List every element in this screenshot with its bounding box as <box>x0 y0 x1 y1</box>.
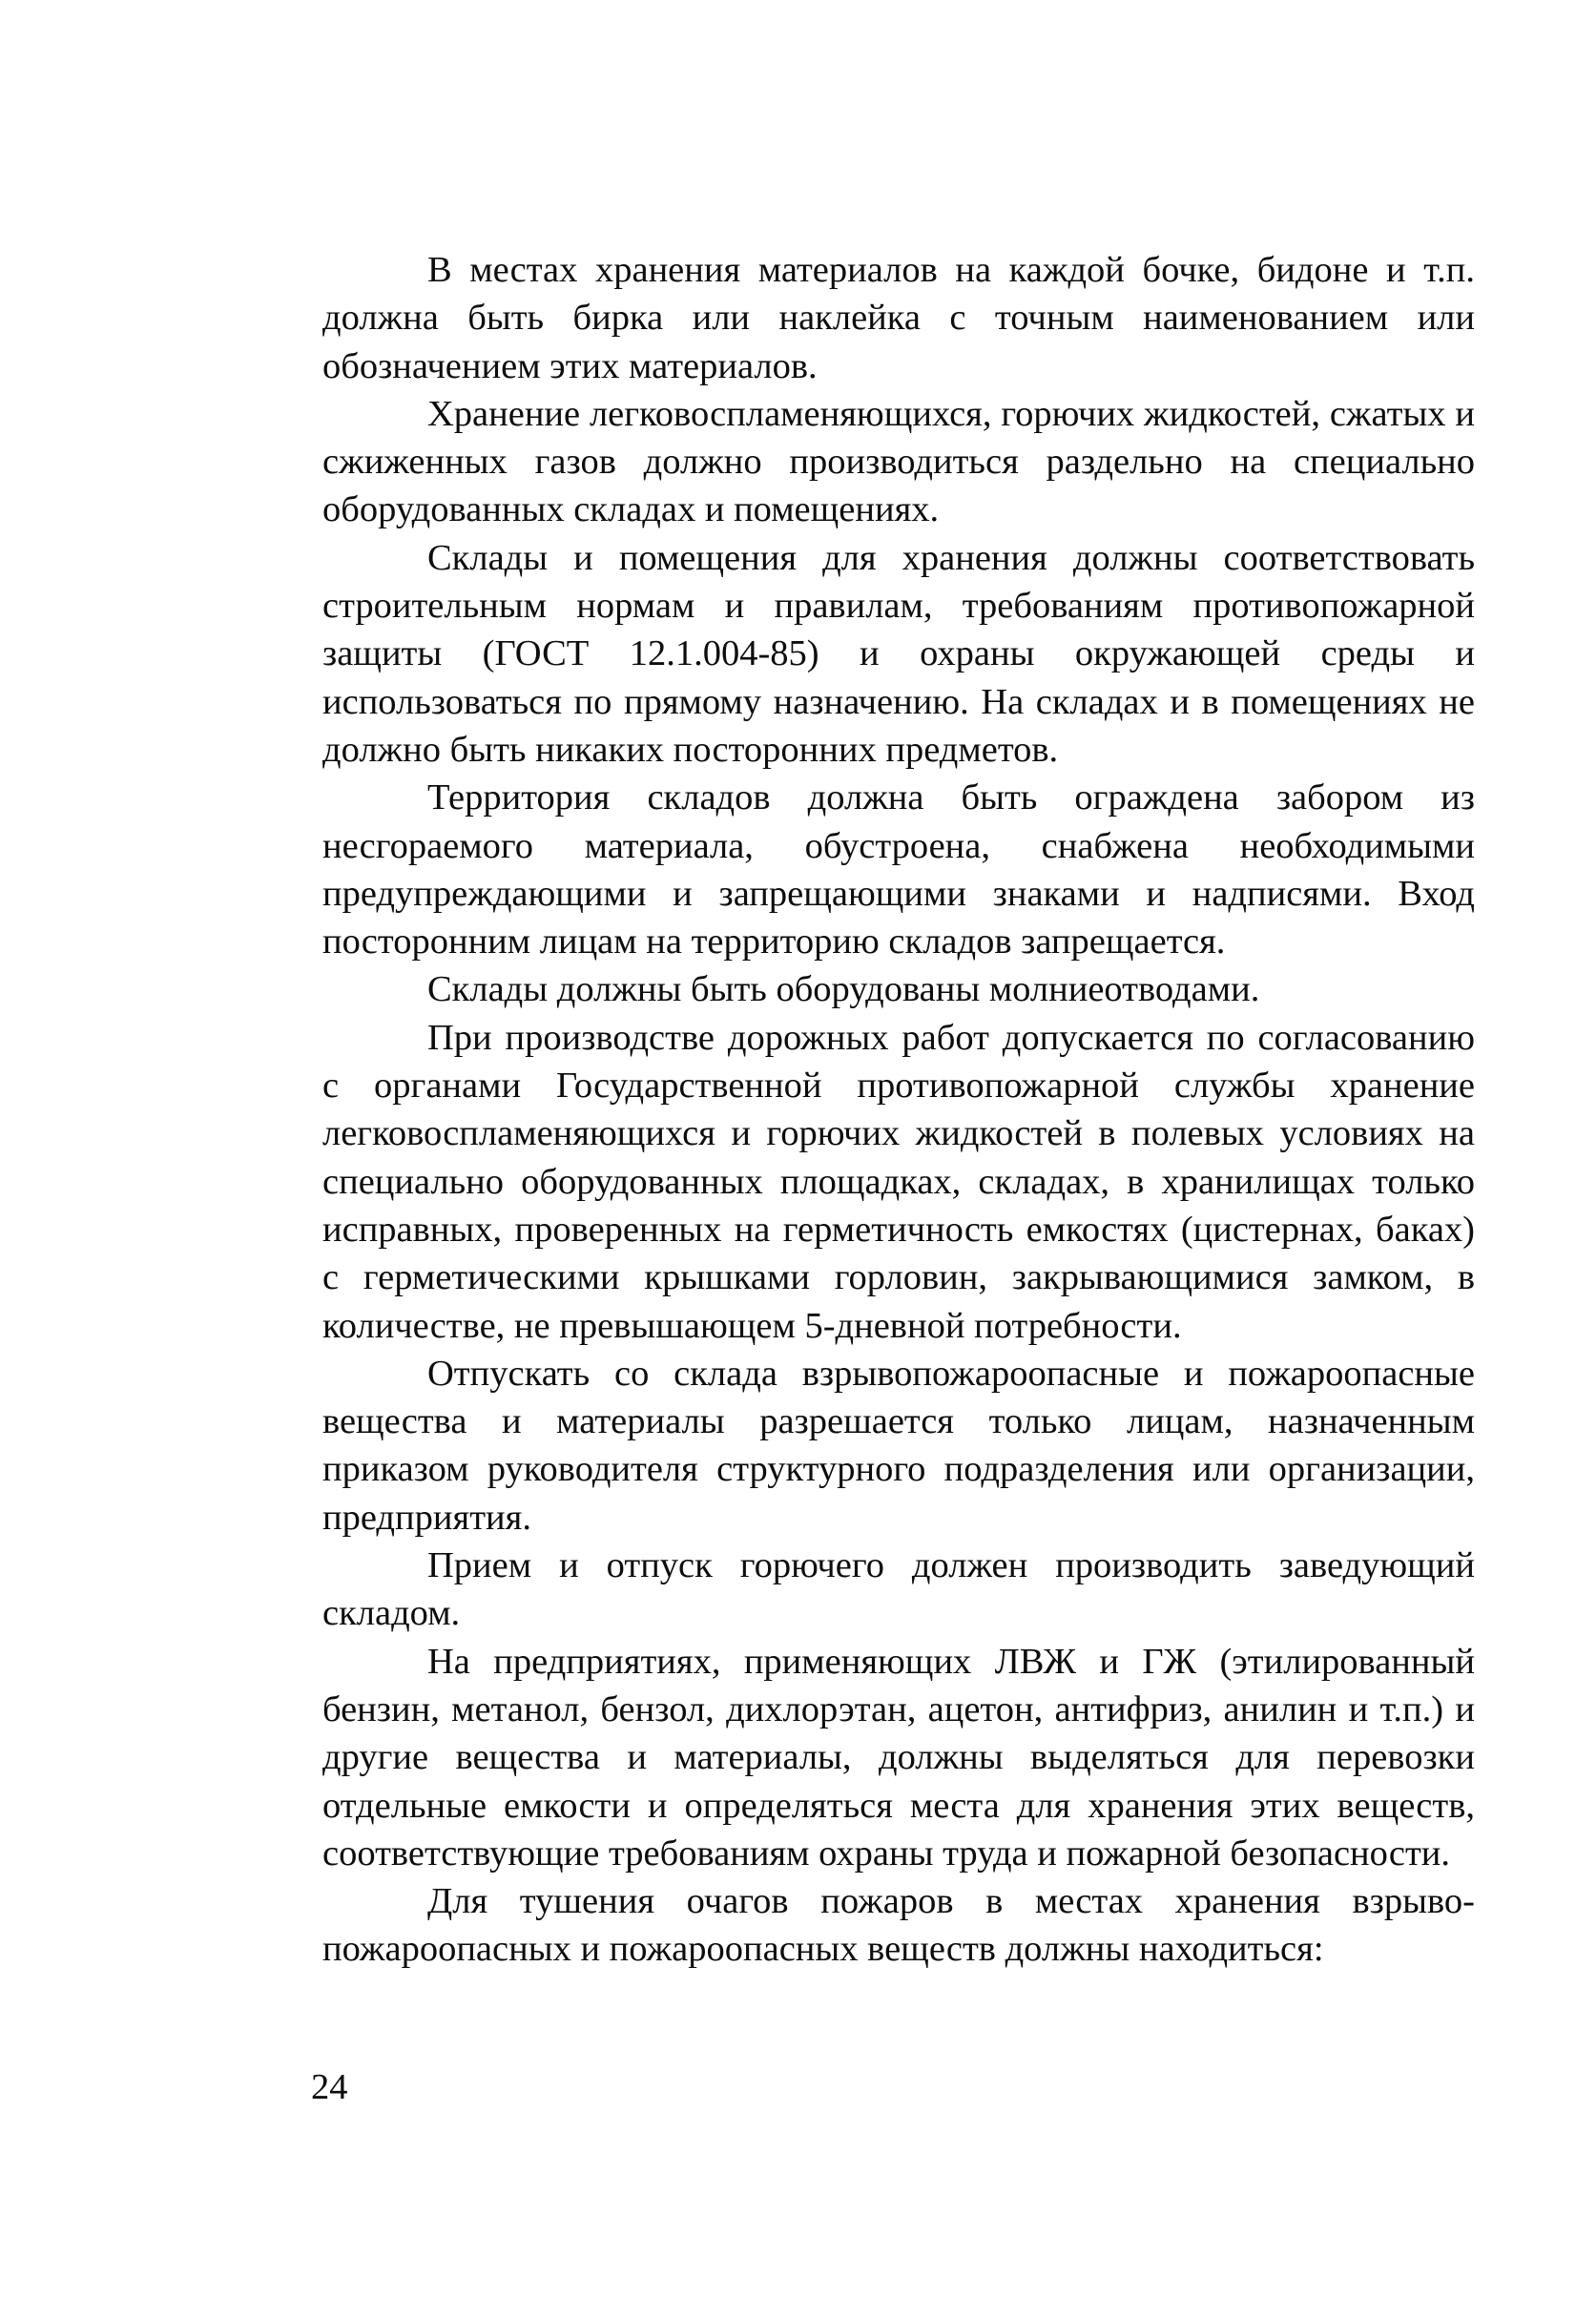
paragraph-fuel-handling: Прием и отпуск горючего должен производить заведующий складом. <box>322 1545 1475 1634</box>
paragraph-warehouse-requirements: Склады и помещения для хранения должны соответствовать строительным нормам и правилам, требованиям противопожарной защиты (ГОСТ 12.1.004-85) и охраны окружающей среды и использоваться по прямому назначению. На складах и в помещениях не должно быть никаких посторонних предметов. <box>322 537 1475 770</box>
paragraph-lightning-rods: Склады должны быть оборудованы молниеотводами. <box>427 969 1260 1010</box>
paragraph-storage-separation: Хранение легковоспламеняющихся, горючих жидкостей, сжатых и сжиженных газов должно производиться раздельно на специально оборудованных складах и помещениях. <box>322 393 1475 530</box>
page-number: 24 <box>311 2067 348 2107</box>
paragraph-separate-containers: На предприятиях, применяющих ЛВЖ и ГЖ (этилированный бензин, метанол, бензол, дихлорэтан, ацетон, антифриз, анилин и т.п.) и другие вещества и материалы, должны выделяться для перевозки отдельные емкости и определяться места для хранения этих веществ, соответствующие требованиям охраны труда и пожарной безопасности. <box>322 1641 1475 1874</box>
paragraph-labeling: В местах хранения материалов на каждой бочке, бидоне и т.п. должна быть бирка или наклейка с точным наименованием или обозначением этих материалов. <box>322 250 1475 386</box>
paragraph-dispensing-permission: Отпускать со склада взрывопожароопасные и пожароопасные вещества и материалы разрешается только лицам, назначенным приказом руководителя структурного подразделения или организации, предприятия. <box>322 1353 1475 1538</box>
paragraph-field-storage: При производстве дорожных работ допускается по согласованию с органами Государственной противопожарной службы хранение легковоспламеняющихся и горючих жидкостей в полевых условиях на специально оборудованных площадках, складах, в хранилищах только исправных, проверенных на герметичность емкостях (цистернах, баках) с герметическими крышками горловин, закрывающимися замком, в количестве, не превышающем 5-дневной потребности. <box>322 1017 1475 1346</box>
paragraph-fire-extinguishing: Для тушения очагов пожаров в местах хранения взрывопожароопасных и пожароопасных веществ должны находиться: <box>322 1881 1475 1970</box>
paragraph-territory-fencing: Территория складов должна быть ограждена забором из несгораемого материала, обустроена, снабжена необходимыми предупреждающими и запрещающими знаками и надписями. Вход посторонним лицам на территорию складов запрещается. <box>322 777 1475 963</box>
body-text <box>322 246 1475 1974</box>
